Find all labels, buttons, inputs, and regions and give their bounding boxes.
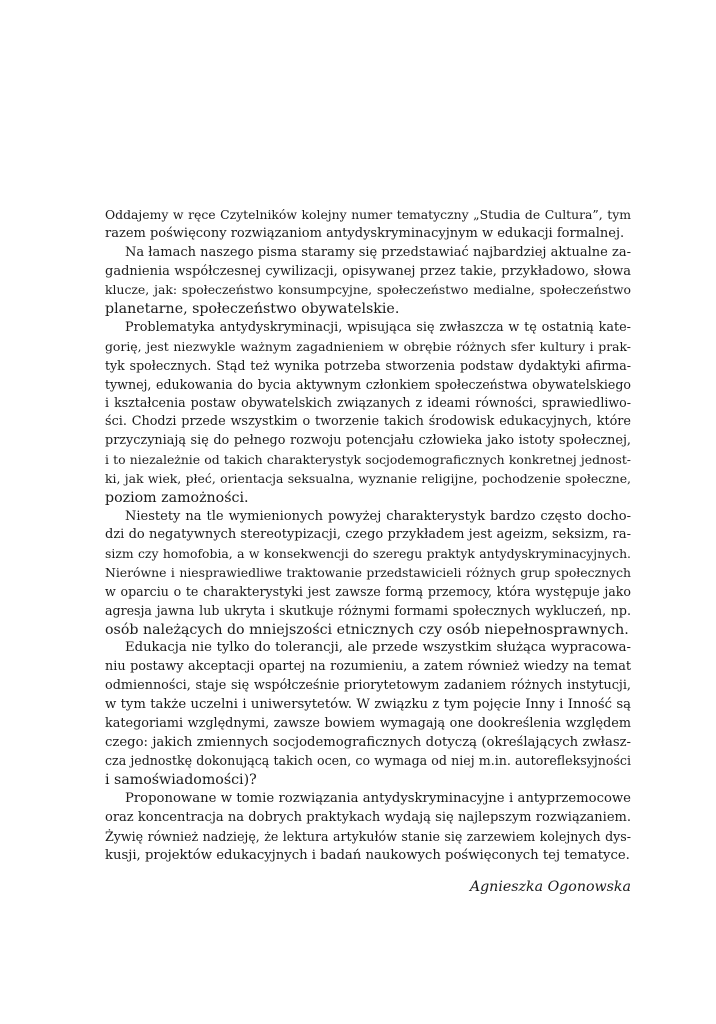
text-line: Problematyka antydyskryminacji, wpisująca się zwłaszcza w tę ostatnią kate- (125, 320, 631, 336)
paragraph (105, 639, 631, 790)
text-line: gadnienia współczesnej cywilizacji, opisywanej przez takie, przykładowo, słowa (105, 263, 631, 279)
text-line: planetarne, społeczeństwo obywatelskie. (105, 301, 400, 318)
paragraph (105, 319, 631, 507)
text-line: poziom zamożności. (105, 489, 249, 506)
text-line: kategoriami względnymi, zawsze bowiem wymagają one dookreślenia względem (105, 715, 631, 731)
text-line: i kształcenia postaw obywatelskich związanych z ideami równości, sprawiedliwo- (105, 395, 631, 411)
text-line: gorię, jest niezwykle ważnym zagadnieniem w obrębie różnych sfer kultury i prak- (105, 338, 631, 354)
text-line: razem poświęcony rozwiązaniom antydyskryminacyjnym w edukacji formalnej. (105, 225, 625, 241)
text-line: Na łamach naszego pisma staramy się przedstawiać najbardziej aktualne za- (125, 244, 631, 260)
text-line: sizm czy homofobia, a w konsekwencji do szeregu praktyk antydyskryminacyjnych. (105, 546, 631, 562)
text-line: czego: jakich zmiennych socjodemograficznych dotyczą (określających zwłasz- (105, 734, 631, 750)
text-line: Edukacja nie tylko do tolerancji, ale przede wszystkim służąca wypracowa- (125, 640, 631, 656)
text-line: niu postawy akceptacji opartej na rozumieniu, a zatem również wiedzy na temat (105, 659, 631, 675)
text-line: tywnej, edukowania do bycia aktywnym członkiem społeczeństwa obywatelskiego (105, 376, 631, 392)
text-line: i samoświadomości)? (105, 772, 257, 789)
text-line: Żywię również nadzieję, że lektura artykułów stanie się zarzewiem kolejnych dys- (105, 828, 631, 844)
paragraph (105, 790, 631, 865)
body-text (105, 206, 631, 866)
text-line: dzi do negatywnych stereotypizacji, czego przykładem jest ageizm, seksizm, ra- (105, 527, 631, 543)
text-line: ści. Chodzi przede wszystkim o tworzenie takich środowisk edukacyjnych, które (105, 414, 631, 430)
paragraph (105, 244, 631, 319)
text-line: Nierówne i niesprawiedliwe traktowanie przedstawicieli różnych grup społecznych (105, 565, 631, 581)
text-line: ki, jak wiek, płeć, orientacja seksualna, wyznanie religijne, pochodzenie społeczne, (105, 470, 631, 486)
text-line: osób należących do mniejszości etnicznych czy osób niepełnosprawnych. (105, 621, 629, 638)
text-line: klucze, jak: społeczeństwo konsumpcyjne, społeczeństwo medialne, społeczeństwo (105, 282, 631, 298)
text-line: agresja jawna lub ukryta i skutkuje różnymi formami społecznych wykluczeń, np. (105, 602, 631, 618)
text-line: cza jednostkę dokonującą takich ocen, co wymaga od niej m.in. autorefleksyjności (105, 753, 631, 769)
author-signature: Agnieszka Ogonowska (469, 879, 631, 895)
text-line: Oddajemy w ręce Czytelników kolejny numer tematyczny „Studia de Cultura”, tym (105, 207, 631, 222)
text-line: tyk społecznych. Stąd też wynika potrzeba stworzenia podstaw dydaktyki afirma- (105, 357, 631, 373)
text-line: oraz koncentracja na dobrych praktykach wydają się najlepszym rozwiązaniem. (105, 810, 631, 825)
text-line: kusji, projektów edukacyjnych i badań naukowych poświęconych tej tematyce. (105, 847, 630, 863)
text-line: przyczyniają się do pełnego rozwoju potencjału człowieka jako istoty społecznej, (105, 433, 631, 449)
text-line: w tym także uczelni i uniwersytetów. W związku z tym pojęcie Inny i Inność są (105, 696, 631, 712)
paragraph (105, 508, 631, 640)
paragraph (105, 206, 631, 244)
text-line: w oparciu o te charakterystyki jest zawsze formą przemocy, która występuje jako (105, 583, 631, 599)
text-line: Proponowane w tomie rozwiązania antydyskryminacyjne i antyprzemocowe (125, 791, 631, 807)
text-line: odmienności, staje się współcześnie priorytetowym zadaniem różnych instytucji, (105, 678, 631, 694)
text-line: Niestety na tle wymienionych powyżej charakterystyk bardzo często docho- (125, 508, 631, 524)
text-line: i to niezależnie od takich charakterystyk socjodemograficznych konkretnej jednost- (105, 451, 631, 467)
